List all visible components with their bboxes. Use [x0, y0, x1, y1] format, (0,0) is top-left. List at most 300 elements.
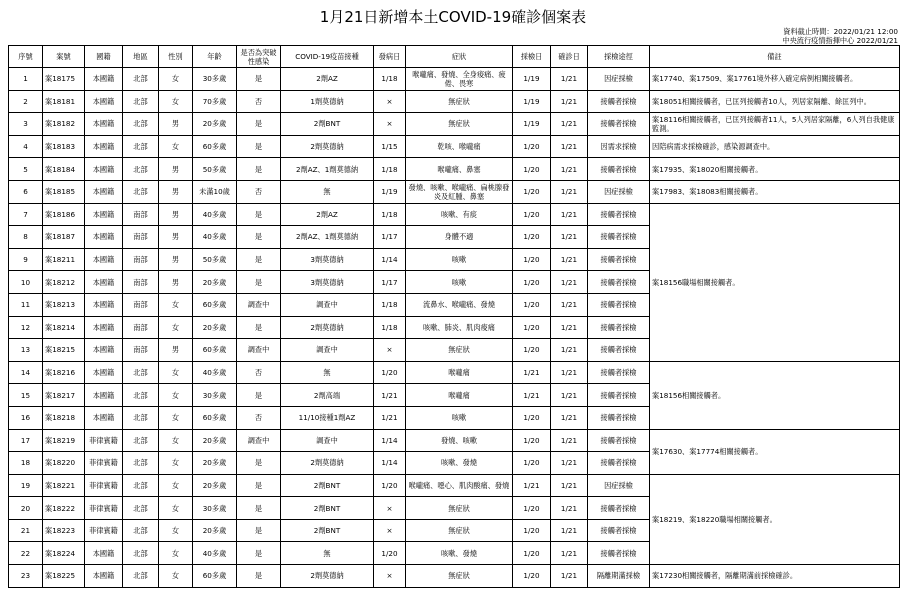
cell-seq: 20	[9, 497, 43, 520]
cell-breakthrough: 是	[237, 519, 281, 542]
cell-onset: 1/18	[374, 293, 406, 316]
cell-breakthrough: 是	[237, 135, 281, 158]
cell-sex: 女	[159, 384, 193, 407]
cell-vaccine: 調查中	[281, 339, 374, 362]
cell-confirm-date: 1/21	[551, 271, 588, 294]
cell-test-date: 1/20	[513, 497, 551, 520]
header-nationality: 國籍	[85, 46, 123, 68]
cell-onset: 1/14	[374, 248, 406, 271]
cell-test-route: 因需求採檢	[588, 135, 650, 158]
cell-age: 50多歲	[193, 158, 237, 181]
cell-confirm-date: 1/21	[551, 429, 588, 452]
table-row	[9, 158, 900, 181]
cell-symptoms: 咳嗽	[406, 406, 513, 429]
cell-test-date: 1/20	[513, 203, 551, 226]
cell-sex: 女	[159, 565, 193, 588]
cell-case-no: 案18182	[43, 113, 85, 136]
cell-region: 南部	[123, 293, 159, 316]
cell-vaccine: 無	[281, 542, 374, 565]
cell-age: 60多歲	[193, 339, 237, 362]
cell-sex: 女	[159, 68, 193, 91]
cell-breakthrough: 是	[237, 316, 281, 339]
cell-age: 20多歲	[193, 113, 237, 136]
cell-age: 70多歲	[193, 90, 237, 113]
cell-symptoms: 無症狀	[406, 113, 513, 136]
cell-nationality: 本國籍	[85, 158, 123, 181]
cell-test-date: 1/20	[513, 519, 551, 542]
header-vaccine: COVID-19疫苗接種	[281, 46, 374, 68]
cell-onset: 1/21	[374, 406, 406, 429]
cell-region: 北部	[123, 497, 159, 520]
cell-confirm-date: 1/21	[551, 180, 588, 203]
cell-vaccine: 3劑莫德納	[281, 271, 374, 294]
cell-test-route: 接觸者採檢	[588, 497, 650, 520]
cell-breakthrough: 是	[237, 113, 281, 136]
cell-test-date: 1/20	[513, 248, 551, 271]
cell-region: 南部	[123, 339, 159, 362]
table-row	[9, 203, 900, 226]
cell-onset: ×	[374, 519, 406, 542]
cell-seq: 7	[9, 203, 43, 226]
cell-sex: 女	[159, 293, 193, 316]
cell-confirm-date: 1/21	[551, 226, 588, 249]
cell-symptoms: 發燒、咳嗽	[406, 429, 513, 452]
cell-breakthrough: 是	[237, 565, 281, 588]
cell-test-route: 因症採檢	[588, 180, 650, 203]
cell-seq: 10	[9, 271, 43, 294]
cell-vaccine: 1劑莫德納	[281, 90, 374, 113]
cell-seq: 6	[9, 180, 43, 203]
cell-nationality: 本國籍	[85, 406, 123, 429]
cell-seq: 1	[9, 68, 43, 91]
cell-vaccine: 11/10接種1劑AZ	[281, 406, 374, 429]
cell-age: 20多歲	[193, 429, 237, 452]
cell-breakthrough: 是	[237, 542, 281, 565]
cell-nationality: 菲律賓籍	[85, 452, 123, 475]
cell-onset: ×	[374, 565, 406, 588]
cell-symptoms: 無症狀	[406, 565, 513, 588]
cell-remark: 案17935、案18020相關接觸者。	[650, 158, 900, 181]
cell-breakthrough: 是	[237, 248, 281, 271]
cell-test-date: 1/20	[513, 135, 551, 158]
cell-age: 40多歲	[193, 542, 237, 565]
cell-test-route: 接觸者採檢	[588, 384, 650, 407]
cell-sex: 男	[159, 248, 193, 271]
cell-nationality: 本國籍	[85, 271, 123, 294]
cell-nationality: 本國籍	[85, 203, 123, 226]
header-test-route: 採檢途徑	[588, 46, 650, 68]
cell-seq: 2	[9, 90, 43, 113]
cell-test-route: 接觸者採檢	[588, 203, 650, 226]
cell-sex: 女	[159, 135, 193, 158]
cell-case-no: 案18175	[43, 68, 85, 91]
case-table	[8, 45, 900, 588]
cell-age: 未滿10歲	[193, 180, 237, 203]
header-age: 年齡	[193, 46, 237, 68]
cell-breakthrough: 調查中	[237, 339, 281, 362]
cell-region: 北部	[123, 180, 159, 203]
cell-remark: 案17740、案17509、案17761境外移入確定病例相關接觸者。	[650, 68, 900, 91]
cell-test-route: 隔離期滿採檢	[588, 565, 650, 588]
cell-test-date: 1/19	[513, 68, 551, 91]
cell-sex: 男	[159, 339, 193, 362]
cell-vaccine: 2劑BNT	[281, 474, 374, 497]
cell-test-date: 1/19	[513, 90, 551, 113]
cell-onset: 1/15	[374, 135, 406, 158]
cell-symptoms: 無症狀	[406, 90, 513, 113]
cell-region: 北部	[123, 452, 159, 475]
cell-vaccine: 2劑莫德納	[281, 565, 374, 588]
cell-test-route: 接觸者採檢	[588, 158, 650, 181]
cell-case-no: 案18187	[43, 226, 85, 249]
cell-region: 北部	[123, 158, 159, 181]
table-row	[9, 474, 900, 497]
table-row	[9, 135, 900, 158]
cell-age: 30多歲	[193, 384, 237, 407]
cell-remark: 案18219、案18220職場相關接觸者。	[650, 474, 900, 564]
cell-region: 南部	[123, 248, 159, 271]
cell-case-no: 案18223	[43, 519, 85, 542]
table-row	[9, 429, 900, 452]
cell-symptoms: 乾咳、喉嚨痛	[406, 135, 513, 158]
cell-nationality: 本國籍	[85, 293, 123, 316]
cell-seq: 11	[9, 293, 43, 316]
cell-confirm-date: 1/21	[551, 384, 588, 407]
cell-onset: 1/14	[374, 452, 406, 475]
cell-case-no: 案18183	[43, 135, 85, 158]
cell-nationality: 本國籍	[85, 135, 123, 158]
cell-case-no: 案18216	[43, 361, 85, 384]
cell-test-date: 1/21	[513, 474, 551, 497]
cell-vaccine: 2劑高端	[281, 384, 374, 407]
cell-age: 60多歲	[193, 293, 237, 316]
cell-nationality: 本國籍	[85, 90, 123, 113]
cell-onset: ×	[374, 90, 406, 113]
cell-region: 北部	[123, 474, 159, 497]
cell-seq: 16	[9, 406, 43, 429]
header-seq: 序號	[9, 46, 43, 68]
cell-symptoms: 喉嚨痛、噁心、肌肉酸痛、發燒	[406, 474, 513, 497]
cell-onset: 1/20	[374, 361, 406, 384]
cell-test-date: 1/20	[513, 180, 551, 203]
cell-case-no: 案18221	[43, 474, 85, 497]
cell-confirm-date: 1/21	[551, 339, 588, 362]
table-row	[9, 180, 900, 203]
cell-seq: 14	[9, 361, 43, 384]
cell-seq: 3	[9, 113, 43, 136]
cell-breakthrough: 是	[237, 271, 281, 294]
cell-onset: 1/18	[374, 68, 406, 91]
cell-onset: 1/21	[374, 384, 406, 407]
cell-test-route: 接觸者採檢	[588, 542, 650, 565]
header-symptoms: 症狀	[406, 46, 513, 68]
table-row	[9, 68, 900, 91]
cell-breakthrough: 否	[237, 406, 281, 429]
cell-test-route: 接觸者採檢	[588, 361, 650, 384]
cell-confirm-date: 1/21	[551, 542, 588, 565]
cell-case-no: 案18211	[43, 248, 85, 271]
cell-breakthrough: 是	[237, 497, 281, 520]
cell-breakthrough: 調查中	[237, 429, 281, 452]
cell-breakthrough: 是	[237, 203, 281, 226]
cell-nationality: 本國籍	[85, 384, 123, 407]
cell-region: 北部	[123, 406, 159, 429]
cell-confirm-date: 1/21	[551, 452, 588, 475]
cell-test-date: 1/20	[513, 339, 551, 362]
cell-confirm-date: 1/21	[551, 497, 588, 520]
cell-symptoms: 身體不適	[406, 226, 513, 249]
cell-test-date: 1/21	[513, 361, 551, 384]
cell-confirm-date: 1/21	[551, 361, 588, 384]
cell-age: 30多歲	[193, 497, 237, 520]
cell-breakthrough: 是	[237, 226, 281, 249]
header-remarks: 備註	[650, 46, 900, 68]
cell-symptoms: 咳嗽、發燒	[406, 452, 513, 475]
cell-age: 20多歲	[193, 452, 237, 475]
cell-case-no: 案18212	[43, 271, 85, 294]
cell-case-no: 案18224	[43, 542, 85, 565]
cell-onset: ×	[374, 497, 406, 520]
cell-test-route: 接觸者採檢	[588, 452, 650, 475]
cell-seq: 13	[9, 339, 43, 362]
cell-breakthrough: 是	[237, 452, 281, 475]
cell-seq: 5	[9, 158, 43, 181]
cell-seq: 8	[9, 226, 43, 249]
cell-sex: 女	[159, 542, 193, 565]
cell-test-date: 1/19	[513, 113, 551, 136]
cell-remark: 案18116相關接觸者，已匡列接觸者11人，5人列居家隔離，6人列自我健康監測。	[650, 113, 900, 136]
cell-nationality: 菲律賓籍	[85, 497, 123, 520]
cell-nationality: 本國籍	[85, 248, 123, 271]
cell-sex: 男	[159, 180, 193, 203]
cell-test-route: 接觸者採檢	[588, 316, 650, 339]
cell-sex: 女	[159, 361, 193, 384]
header-sex: 性別	[159, 46, 193, 68]
cell-confirm-date: 1/21	[551, 90, 588, 113]
cell-test-date: 1/20	[513, 565, 551, 588]
cell-seq: 9	[9, 248, 43, 271]
cell-remark: 案18156相關接觸者。	[650, 361, 900, 429]
cell-onset: 1/17	[374, 271, 406, 294]
table-row	[9, 90, 900, 113]
cell-age: 60多歲	[193, 565, 237, 588]
cell-case-no: 案18222	[43, 497, 85, 520]
cell-test-route: 因症採檢	[588, 68, 650, 91]
header-breakthrough: 是否為突破性感染	[237, 46, 281, 68]
source-agency-date: 中央流行疫情指揮中心 2022/01/21	[782, 36, 898, 45]
cell-vaccine: 2劑BNT	[281, 519, 374, 542]
cell-age: 40多歲	[193, 361, 237, 384]
cell-nationality: 本國籍	[85, 542, 123, 565]
cell-vaccine: 2劑莫德納	[281, 316, 374, 339]
cell-test-route: 接觸者採檢	[588, 339, 650, 362]
table-row	[9, 113, 900, 136]
cell-onset: 1/18	[374, 316, 406, 339]
cell-age: 20多歲	[193, 271, 237, 294]
cell-case-no: 案18181	[43, 90, 85, 113]
cell-symptoms: 無症狀	[406, 497, 513, 520]
cell-confirm-date: 1/21	[551, 113, 588, 136]
cell-sex: 女	[159, 452, 193, 475]
cell-test-route: 接觸者採檢	[588, 248, 650, 271]
cell-nationality: 本國籍	[85, 565, 123, 588]
cell-nationality: 本國籍	[85, 226, 123, 249]
cell-case-no: 案18213	[43, 293, 85, 316]
cell-remark: 案18051相關接觸者，已匡列接觸者10人，列居家隔離、餘匡列中。	[650, 90, 900, 113]
header-region: 地區	[123, 46, 159, 68]
cell-symptoms: 咳嗽、發燒	[406, 542, 513, 565]
cell-region: 北部	[123, 90, 159, 113]
cell-age: 60多歲	[193, 406, 237, 429]
cell-case-no: 案18186	[43, 203, 85, 226]
cell-sex: 男	[159, 226, 193, 249]
cell-vaccine: 2劑AZ、1劑莫德納	[281, 158, 374, 181]
cell-region: 南部	[123, 271, 159, 294]
cell-region: 北部	[123, 542, 159, 565]
cell-region: 北部	[123, 565, 159, 588]
data-cutoff-time: 資料截止時間：2022/01/21 12:00	[783, 27, 898, 36]
cell-confirm-date: 1/21	[551, 248, 588, 271]
cell-symptoms: 發燒、咳嗽、喉嚨痛、扁桃腺發炎及紅腫、鼻塞	[406, 180, 513, 203]
cell-symptoms: 無症狀	[406, 519, 513, 542]
cell-vaccine: 調查中	[281, 293, 374, 316]
cell-confirm-date: 1/21	[551, 406, 588, 429]
cell-age: 20多歲	[193, 474, 237, 497]
cell-onset: ×	[374, 113, 406, 136]
cell-seq: 21	[9, 519, 43, 542]
cell-case-no: 案18225	[43, 565, 85, 588]
cell-vaccine: 2劑BNT	[281, 113, 374, 136]
header-case-no: 案號	[43, 46, 85, 68]
cell-case-no: 案18185	[43, 180, 85, 203]
cell-seq: 4	[9, 135, 43, 158]
cell-seq: 22	[9, 542, 43, 565]
table-row	[9, 565, 900, 588]
cell-symptoms: 咳嗽、肺炎、肌肉痠痛	[406, 316, 513, 339]
cell-sex: 女	[159, 429, 193, 452]
cell-nationality: 本國籍	[85, 339, 123, 362]
cell-sex: 男	[159, 271, 193, 294]
cell-onset: ×	[374, 339, 406, 362]
cell-breakthrough: 否	[237, 361, 281, 384]
cell-confirm-date: 1/21	[551, 293, 588, 316]
cell-region: 北部	[123, 429, 159, 452]
cell-confirm-date: 1/21	[551, 565, 588, 588]
cell-symptoms: 無症狀	[406, 339, 513, 362]
cell-case-no: 案18219	[43, 429, 85, 452]
cell-region: 南部	[123, 316, 159, 339]
cell-test-date: 1/20	[513, 429, 551, 452]
cell-vaccine: 無	[281, 180, 374, 203]
cell-test-route: 接觸者採檢	[588, 429, 650, 452]
cell-test-date: 1/20	[513, 293, 551, 316]
cell-region: 南部	[123, 203, 159, 226]
cell-seq: 17	[9, 429, 43, 452]
cell-region: 北部	[123, 384, 159, 407]
cell-nationality: 菲律賓籍	[85, 474, 123, 497]
cell-seq: 18	[9, 452, 43, 475]
cell-case-no: 案18215	[43, 339, 85, 362]
cell-vaccine: 2劑AZ、1劑莫德納	[281, 226, 374, 249]
cell-test-route: 接觸者採檢	[588, 90, 650, 113]
cell-nationality: 本國籍	[85, 180, 123, 203]
cell-confirm-date: 1/21	[551, 158, 588, 181]
cell-onset: 1/20	[374, 542, 406, 565]
cell-remark: 因陪病需求採檢確診，感染源調查中。	[650, 135, 900, 158]
cell-test-date: 1/20	[513, 226, 551, 249]
cell-case-no: 案18218	[43, 406, 85, 429]
cell-symptoms: 喉嚨痛	[406, 384, 513, 407]
cell-test-date: 1/20	[513, 158, 551, 181]
cell-symptoms: 咳嗽	[406, 248, 513, 271]
cell-age: 20多歲	[193, 316, 237, 339]
cell-nationality: 菲律賓籍	[85, 429, 123, 452]
header-confirm-date: 確診日	[551, 46, 588, 68]
cell-sex: 女	[159, 406, 193, 429]
cell-age: 50多歲	[193, 248, 237, 271]
cell-nationality: 本國籍	[85, 113, 123, 136]
cell-confirm-date: 1/21	[551, 203, 588, 226]
cell-test-date: 1/20	[513, 271, 551, 294]
cell-remark: 案17230相關接觸者，隔離期滿前採檢確診。	[650, 565, 900, 588]
cell-vaccine: 無	[281, 361, 374, 384]
cell-region: 北部	[123, 68, 159, 91]
cell-breakthrough: 是	[237, 68, 281, 91]
cell-symptoms: 喉嚨痛	[406, 361, 513, 384]
cell-case-no: 案18220	[43, 452, 85, 475]
cell-case-no: 案18217	[43, 384, 85, 407]
cell-test-date: 1/20	[513, 452, 551, 475]
cell-test-date: 1/21	[513, 384, 551, 407]
cell-vaccine: 2劑BNT	[281, 497, 374, 520]
cell-confirm-date: 1/21	[551, 519, 588, 542]
cell-breakthrough: 否	[237, 180, 281, 203]
table-row	[9, 361, 900, 384]
cell-age: 30多歲	[193, 68, 237, 91]
cell-remark: 案17630、案17774相關接觸者。	[650, 429, 900, 474]
cell-vaccine: 2劑AZ	[281, 203, 374, 226]
cell-nationality: 本國籍	[85, 316, 123, 339]
cell-test-route: 接觸者採檢	[588, 293, 650, 316]
cell-test-date: 1/20	[513, 406, 551, 429]
cell-confirm-date: 1/21	[551, 135, 588, 158]
cell-sex: 女	[159, 474, 193, 497]
cell-vaccine: 調查中	[281, 429, 374, 452]
cell-symptoms: 咳嗽	[406, 271, 513, 294]
cell-breakthrough: 是	[237, 384, 281, 407]
cell-age: 40多歲	[193, 203, 237, 226]
cell-sex: 男	[159, 113, 193, 136]
cell-age: 60多歲	[193, 135, 237, 158]
cell-seq: 15	[9, 384, 43, 407]
cell-age: 40多歲	[193, 226, 237, 249]
cell-region: 北部	[123, 135, 159, 158]
cell-age: 20多歲	[193, 519, 237, 542]
cell-onset: 1/18	[374, 203, 406, 226]
cell-test-route: 接觸者採檢	[588, 406, 650, 429]
cell-onset: 1/18	[374, 158, 406, 181]
cell-confirm-date: 1/21	[551, 68, 588, 91]
cell-sex: 女	[159, 316, 193, 339]
cell-remark: 案18156職場相關接觸者。	[650, 203, 900, 361]
cell-nationality: 菲律賓籍	[85, 519, 123, 542]
cell-confirm-date: 1/21	[551, 474, 588, 497]
cell-symptoms: 喉嚨痛、鼻塞	[406, 158, 513, 181]
cell-region: 北部	[123, 519, 159, 542]
cell-case-no: 案18214	[43, 316, 85, 339]
cell-case-no: 案18184	[43, 158, 85, 181]
header-onset: 發病日	[374, 46, 406, 68]
